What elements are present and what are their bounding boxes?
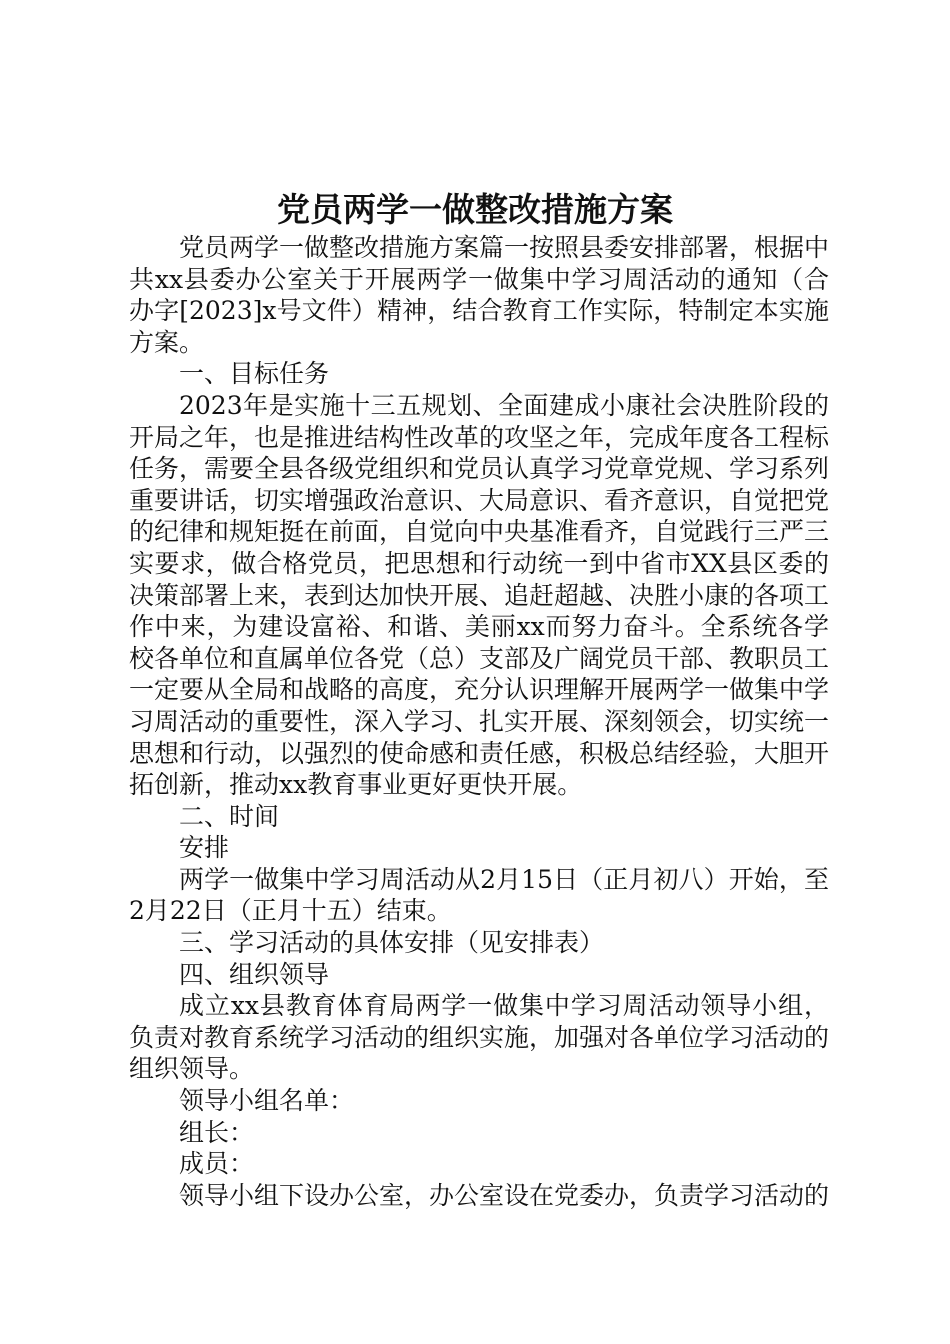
document-title: 党员两学一做整改措施方案 — [277, 190, 673, 229]
heading-objectives: 一、目标任务 — [179, 359, 330, 389]
group-leader-label: 组长： — [179, 1117, 255, 1147]
paragraph-leadership: 成立xx县教育体育局两学一做集中学习周活动领导小组，负责对教育系统学习活动的组织实施，加强对各单位学习活动的组织领导。 — [129, 991, 830, 1084]
heading-activities: 三、学习活动的具体安排（见安排表） — [179, 928, 605, 958]
paragraph-schedule: 两学一做集中学习周活动从2月15日（正月初八）开始，至2月22日（正月十五）结束。 — [129, 864, 829, 926]
heading-arrangement: 安排 — [179, 833, 230, 863]
paragraph-office: 领导小组下设办公室，办公室设在党委办，负责学习活动的 — [179, 1180, 830, 1210]
members-label: 成员： — [179, 1149, 255, 1179]
paragraph-intro: 党员两学一做整改措施方案篇一按照县委安排部署，根据中共xx县委办公室关于开展两学一做集中学习周活动的通知（合办字[2023]x号文件）精神，结合教育工作实际，特制定本实施方案。 — [129, 233, 830, 357]
heading-time: 二、时间 — [179, 801, 280, 831]
document-body — [129, 232, 829, 1211]
heading-leadership: 四、组织领导 — [179, 959, 330, 989]
leadership-list-label: 领导小组名单： — [179, 1086, 355, 1116]
paragraph-objectives: 2023年是实施十三五规划、全面建成小康社会决胜阶段的开局之年，也是推进结构性改革的攻坚之年，完成年度各工程标任务，需要全县各级党组织和党员认真学习党章党规、学习系列重要讲话，切实增强政治意识、大局意识、看齐意识，自觉把党的纪律和规矩挺在前面，自觉向中央基准看齐，自觉践行三严三实要求，做合格党员，把思想和行动统一到中省市XX县区委的决策部署上来，表到达加快开展、追赶超越、决胜小康的各项工作中来，为建设富裕、和谐、美丽xx而努力奋斗。全系统各学校各单位和直属单位各党（总）支部及广阔党员干部、教职员工一定要从全局和战略的高度，充分认识理解开展两学一做集中学习周活动的重要性，深入学习、扎实开展、深刻领会，切实统一思想和行动，以强烈的使命感和责任感，积极总结经验，大胆开拓创新，推动xx教育事业更好更快开展。 — [129, 390, 830, 800]
